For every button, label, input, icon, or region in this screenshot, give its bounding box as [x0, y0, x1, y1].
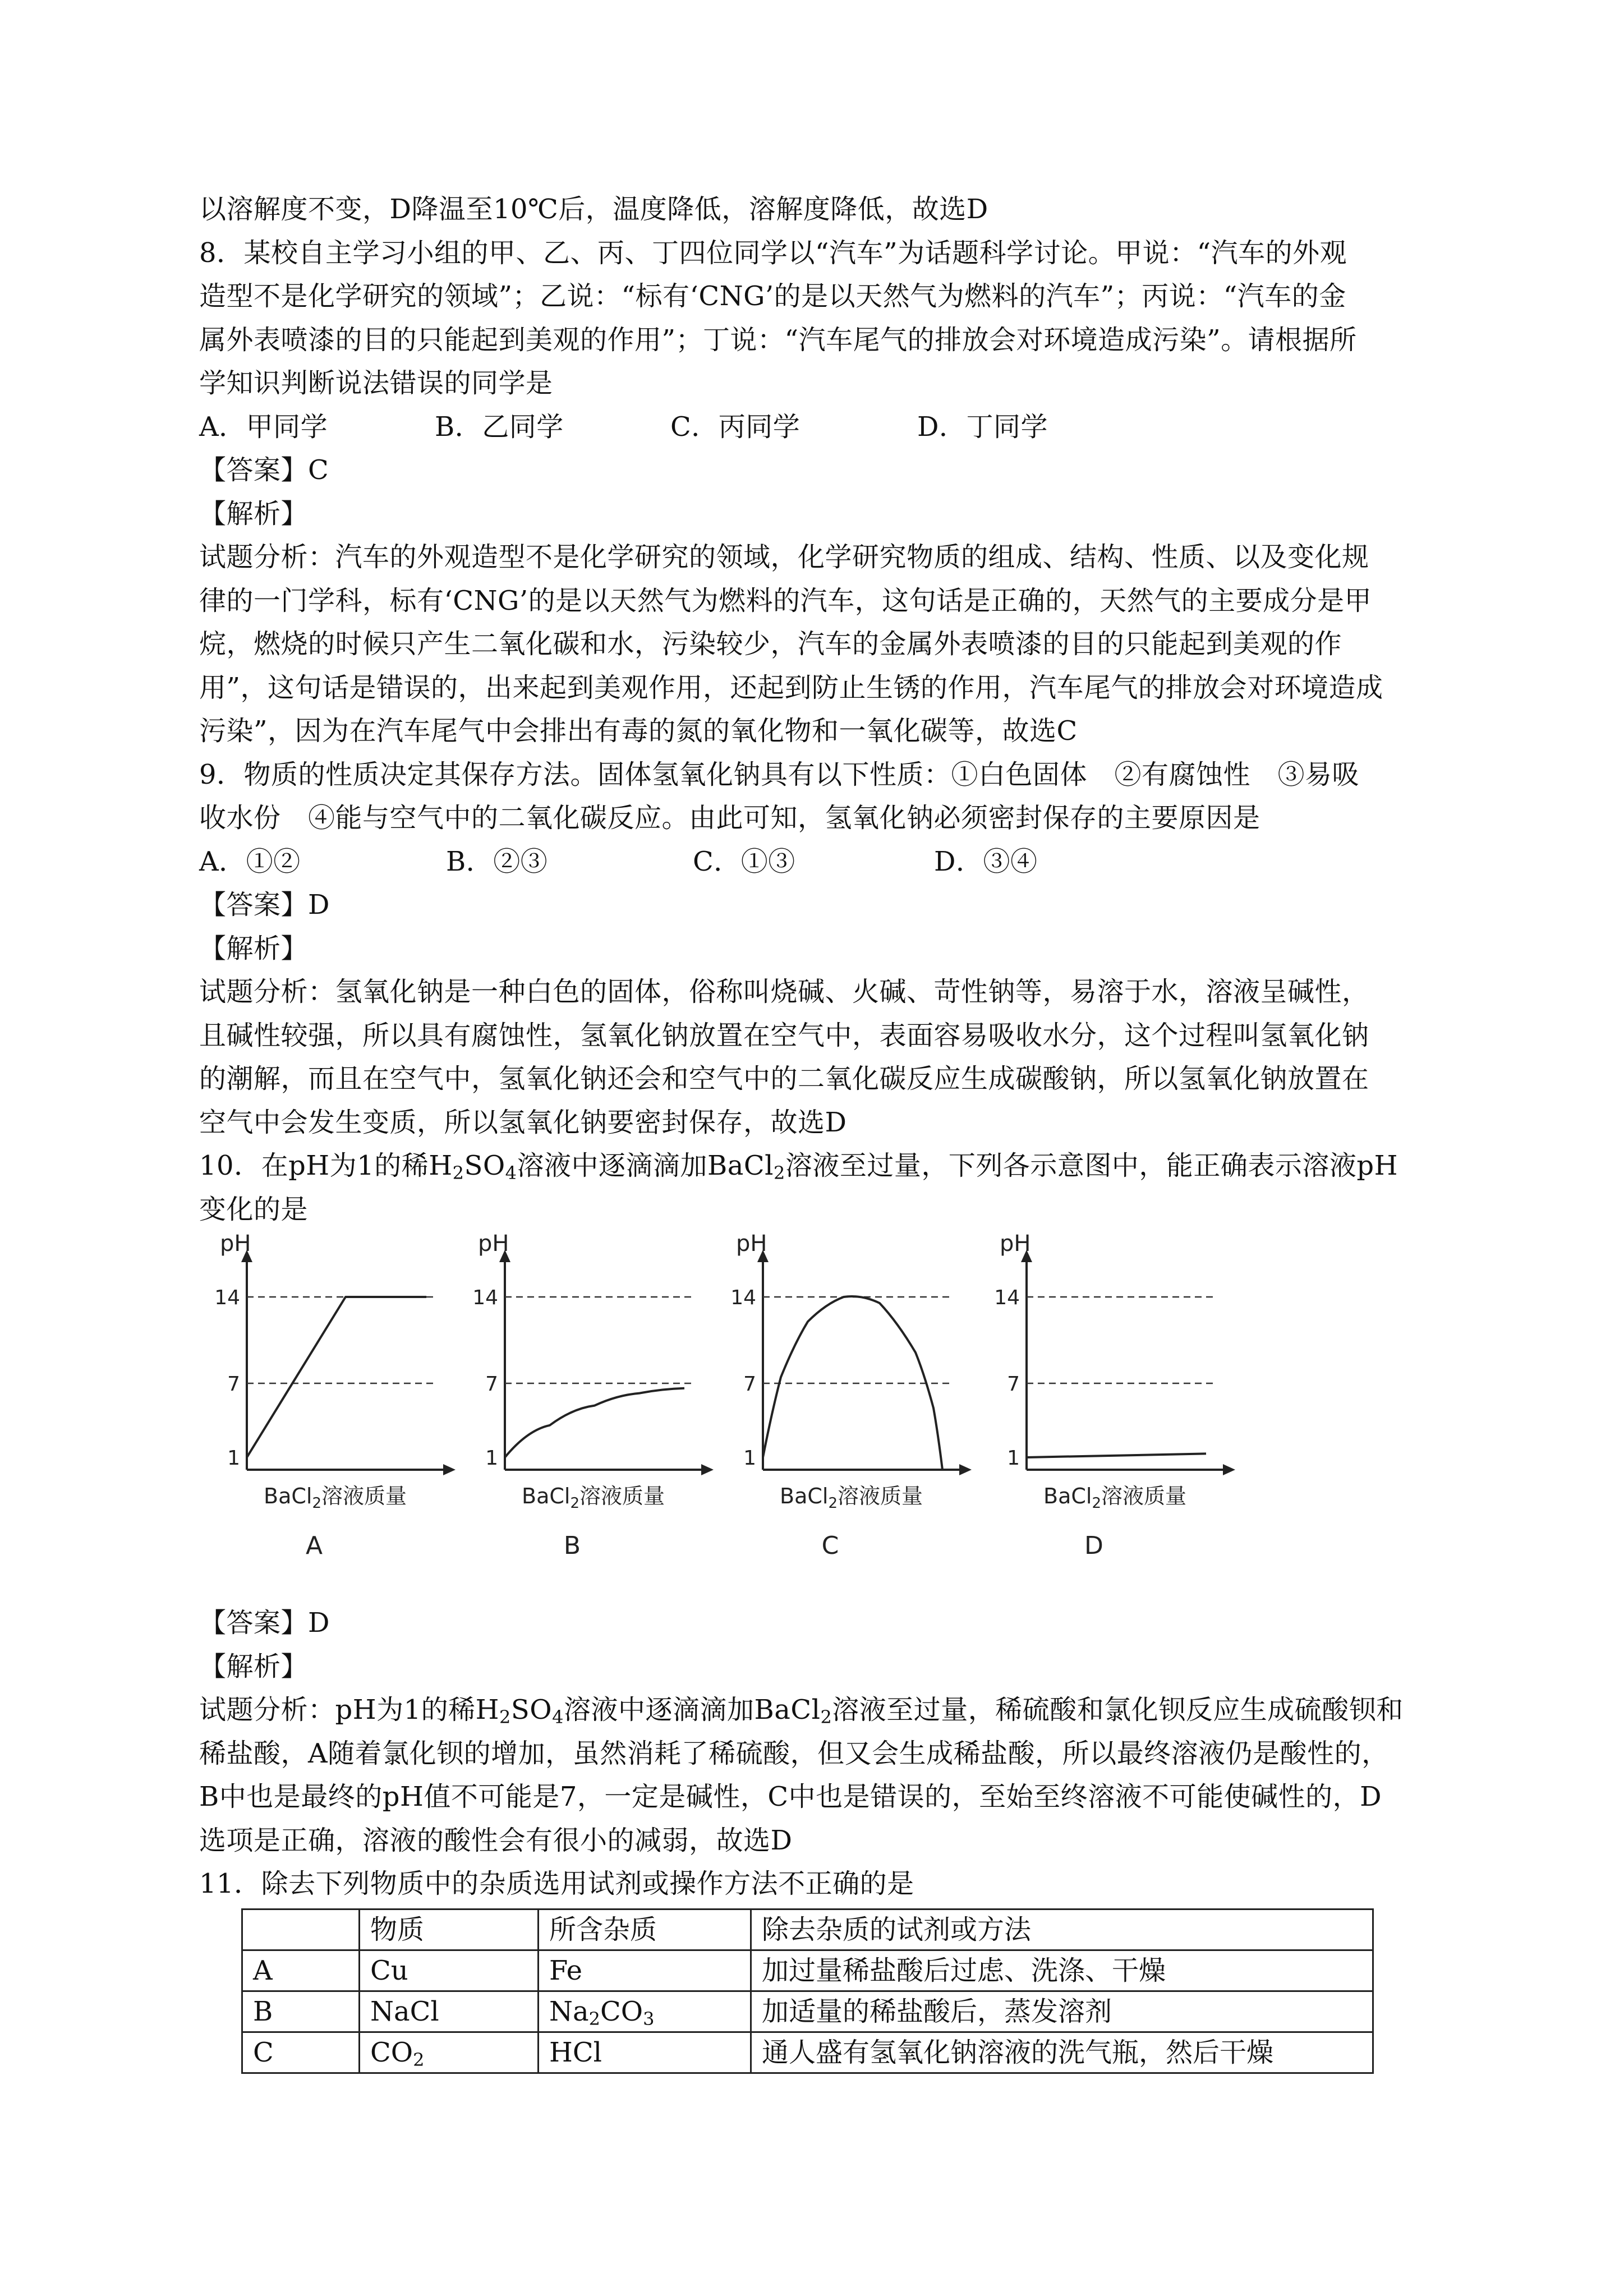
table-cell: 加过量稀盐酸后过虑、洗涤、干燥	[751, 1950, 1373, 1991]
subscript: 2	[774, 1162, 785, 1184]
subscript: 2	[588, 2008, 600, 2030]
q8-analysis-label: 【解析】	[199, 498, 309, 530]
chart-a-svg	[214, 1231, 452, 1579]
x-axis-arrow-icon	[701, 1464, 714, 1475]
text: 溶液中逐滴滴加BaCl	[563, 1694, 821, 1726]
subscript: 3	[643, 2008, 655, 2030]
text: SO	[464, 1150, 505, 1181]
y-tick-label: 14	[214, 1286, 240, 1309]
table-cell: Cu	[360, 1950, 539, 1991]
option-a: A．①②	[199, 845, 301, 877]
option-c: C．①③	[693, 845, 795, 877]
table-cell: 所含杂质	[539, 1909, 751, 1950]
subscript: 4	[552, 1706, 564, 1728]
q10-stem-line: 变化的是	[199, 1193, 309, 1225]
option-d: D．丁同学	[917, 411, 1048, 443]
q8-analysis-line: 烷，燃烧的时候只产生二氧化碳和水，污染较少，汽车的金属外表喷漆的目的只能起到美观的作	[199, 628, 1342, 660]
option-a: A．甲同学	[199, 411, 328, 443]
chart-b-svg	[472, 1231, 710, 1579]
ph-curve	[505, 1388, 684, 1457]
text: 溶液至过量，下列各示意图中，能正确表示溶液pH	[785, 1150, 1398, 1181]
text: CO	[600, 1995, 643, 2027]
q8-analysis-line: 污染”，因为在汽车尾气中会排出有毒的氮的氧化物和一氧化碳等，故选C	[199, 715, 1078, 747]
option-d: D．③④	[934, 845, 1038, 877]
q10-analysis-label: 【解析】	[199, 1650, 309, 1682]
subscript: 4	[505, 1162, 517, 1184]
chart-a	[214, 1231, 452, 1581]
table-cell: NaCl	[360, 1991, 539, 2032]
text: 溶液至过量，稀硫酸和氯化钡反应生成硫酸钡和	[832, 1694, 1404, 1726]
q9-stem-line: 收水份 ④能与空气中的二氧化碳反应。由此可知，氢氧化钠必须密封保存的主要原因是	[199, 802, 1260, 834]
chart-d	[994, 1231, 1231, 1581]
q8-answer: 【答案】C	[199, 454, 329, 486]
q10-analysis-line: B中也是最终的pH值不可能是7，一定是碱性，C中也是错误的，至始至终溶液不可能使碱性的，D	[199, 1781, 1382, 1812]
table-cell: 除去杂质的试剂或方法	[751, 1909, 1373, 1950]
chart-letter: B	[563, 1531, 581, 1560]
table-cell	[539, 1991, 751, 2032]
text-line: 以溶解度不变，D降温至10℃后，温度降低，溶解度降低，故选D	[199, 194, 988, 225]
text: 10．在pH为1的稀H	[199, 1150, 453, 1181]
q9-stem-line: 9．物质的性质决定其保存方法。固体氢氧化钠具有以下性质：①白色固体 ②有腐蚀性 ③易吸	[199, 758, 1360, 790]
q10-analysis-line	[199, 1688, 1447, 1732]
table-cell: B	[242, 1991, 360, 2032]
x-axis-label: BaCl$_2$溶液质量	[1043, 1484, 1187, 1512]
subscript: 2	[499, 1706, 511, 1728]
chart-d-svg	[994, 1231, 1231, 1579]
x-axis-arrow-icon	[959, 1464, 972, 1475]
q10-analysis-line: 选项是正确，溶液的酸性会有很小的减弱，故选D	[199, 1824, 793, 1856]
subscript: 2	[413, 2049, 425, 2070]
x-axis-label: BaCl$_2$溶液质量	[780, 1484, 923, 1512]
table-cell: 物质	[360, 1909, 539, 1950]
q10-answer: 【答案】D	[199, 1607, 330, 1639]
x-axis-arrow-icon	[1223, 1464, 1235, 1475]
chart-c	[730, 1231, 968, 1581]
text: CO	[370, 2036, 413, 2068]
chart-b	[472, 1231, 710, 1581]
q8-stem-line: 属外表喷漆的目的只能起到美观的作用”；丁说：“汽车尾气的排放会对环境造成污染”。请根据所	[199, 324, 1357, 356]
y-tick-label: 7	[1007, 1373, 1020, 1396]
x-axis-label: BaCl$_2$溶液质量	[522, 1484, 665, 1512]
y-tick-label: 14	[730, 1286, 756, 1309]
q9-answer: 【答案】D	[199, 889, 330, 921]
table-cell: HCl	[539, 2032, 751, 2073]
chart-letter: A	[305, 1531, 323, 1560]
q8-analysis-line: 律的一门学科，标有‘CNG’的是以天然气为燃料的汽车，这句话是正确的，天然气的主要成分是甲	[199, 585, 1372, 616]
y-tick-label: 14	[472, 1286, 498, 1309]
x-axis-label: BaCl$_2$溶液质量	[264, 1484, 407, 1512]
ph-charts-row	[199, 1231, 1447, 1579]
chart-c-svg	[730, 1231, 968, 1579]
table-row	[242, 1991, 1373, 2032]
table-header-row	[242, 1909, 1373, 1950]
table-cell: 加适量的稀盐酸后，蒸发溶剂	[751, 1991, 1373, 2032]
q11-stem: 11．除去下列物质中的杂质选用试剂或操作方法不正确的是	[199, 1868, 914, 1899]
q8-analysis-line: 试题分析：汽车的外观造型不是化学研究的领域，化学研究物质的组成、结构、性质、以及变化规	[199, 541, 1369, 573]
x-axis-arrow-icon	[443, 1464, 456, 1475]
y-axis-label: pH	[736, 1231, 767, 1257]
y-tick-label: 1	[1007, 1447, 1020, 1470]
q9-analysis-line: 且碱性较强，所以具有腐蚀性，氢氧化钠放置在空气中，表面容易吸收水分，这个过程叫氢氧化钠	[199, 1019, 1369, 1051]
q9-analysis-label: 【解析】	[199, 932, 309, 964]
subscript: 2	[820, 1706, 832, 1728]
table-cell	[242, 1909, 360, 1950]
ph-curve	[247, 1297, 426, 1457]
q9-analysis-line: 的潮解，而且在空气中，氢氧化钠还会和空气中的二氧化碳反应生成碳酸钠，所以氢氧化钠放置在	[199, 1063, 1369, 1094]
q9-analysis-line: 试题分析：氢氧化钠是一种白色的固体，俗称叫烧碱、火碱、苛性钠等，易溶于水，溶液呈碱性，	[199, 976, 1369, 1007]
q11-table	[241, 1908, 1374, 2074]
table-row	[242, 1950, 1373, 1991]
subscript: 2	[452, 1162, 464, 1184]
q8-stem-line: 8．某校自主学习小组的甲、乙、丙、丁四位同学以“汽车”为话题科学讨论。甲说：“汽车的外观	[199, 237, 1347, 269]
y-tick-label: 1	[485, 1447, 498, 1470]
table-cell: Fe	[539, 1950, 751, 1991]
y-tick-label: 14	[994, 1286, 1020, 1309]
y-tick-label: 7	[227, 1373, 240, 1396]
y-tick-label: 7	[485, 1373, 498, 1396]
q8-stem-line: 造型不是化学研究的领域”；乙说：“标有‘CNG’的是以天然气为燃料的汽车”；丙说：“汽车的金	[199, 280, 1346, 312]
table-cell: 通人盛有氢氧化钠溶液的洗气瓶，然后干燥	[751, 2032, 1373, 2073]
option-b: B．乙同学	[435, 411, 564, 443]
text: SO	[510, 1694, 553, 1726]
y-tick-label: 1	[743, 1447, 756, 1470]
q8-stem-line: 学知识判断说法错误的同学是	[199, 367, 553, 399]
table-cell	[360, 2032, 539, 2073]
q9-options	[199, 840, 1447, 884]
q9-analysis-line: 空气中会发生变质，所以氢氧化钠要密封保存，故选D	[199, 1106, 847, 1138]
table-row	[242, 2032, 1373, 2073]
text: Na	[549, 1995, 589, 2027]
chart-letter: D	[1084, 1531, 1103, 1560]
q10-analysis-line: 稀盐酸，A随着氯化钡的增加，虽然消耗了稀硫酸，但又会生成稀盐酸，所以最终溶液仍是酸性的，	[199, 1737, 1389, 1769]
y-axis-label: pH	[220, 1231, 251, 1257]
y-tick-label: 1	[227, 1447, 240, 1470]
option-c: C．丙同学	[670, 411, 801, 443]
document-page	[199, 188, 1447, 2074]
q8-options	[199, 406, 1447, 449]
text: 试题分析：pH为1的稀H	[199, 1694, 499, 1726]
y-axis-label: pH	[1000, 1231, 1031, 1257]
table-cell: A	[242, 1950, 360, 1991]
chart-letter: C	[821, 1531, 839, 1560]
text: 溶液中逐滴滴加BaCl	[517, 1150, 774, 1181]
option-b: B．②③	[446, 845, 548, 877]
table-cell: C	[242, 2032, 360, 2073]
q8-analysis-line: 用”，这句话是错误的，出来起到美观作用，还起到防止生锈的作用，汽车尾气的排放会对环境造成	[199, 671, 1383, 703]
y-tick-label: 7	[743, 1373, 756, 1396]
ph-curve	[1027, 1453, 1206, 1457]
q10-stem-line	[199, 1144, 1447, 1188]
y-axis-label: pH	[478, 1231, 509, 1257]
